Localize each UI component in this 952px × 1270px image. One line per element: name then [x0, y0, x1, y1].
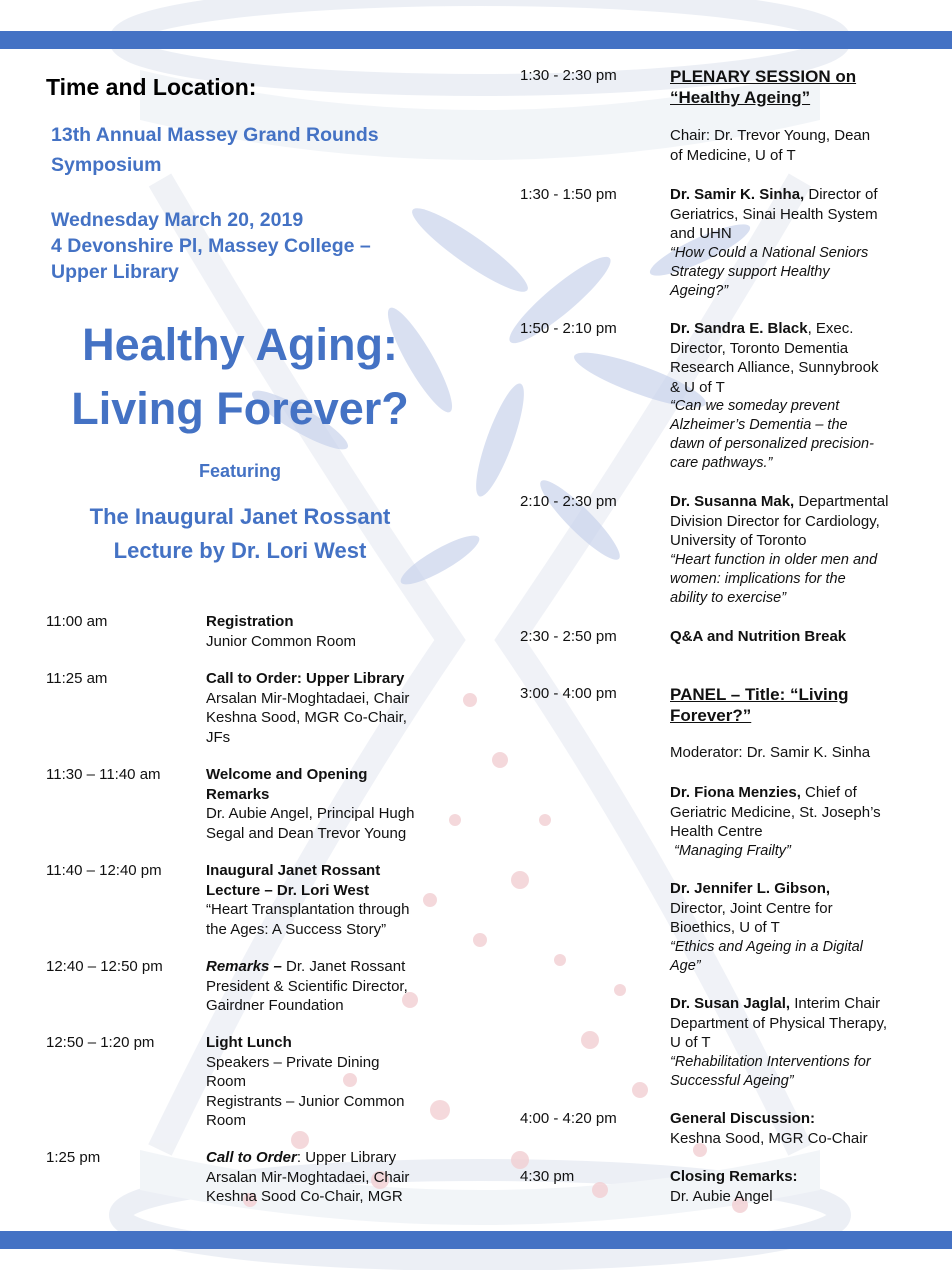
talk-title: ability to exercise”: [670, 589, 787, 606]
panelist-name: Dr. Jennifer L. Gibson,: [670, 880, 831, 897]
panelist-affiliation: Bioethics, U of T: [670, 919, 780, 936]
entry-detail: Gairdner Foundation: [206, 997, 344, 1014]
main-title-line-1: Healthy Aging:: [82, 319, 398, 370]
panelist-entry: [670, 783, 920, 861]
panelist-entry: [670, 879, 920, 976]
panelist-affiliation: Interim Chair: [790, 995, 881, 1012]
featuring-label: Featuring: [198, 461, 281, 481]
talk-entry: [670, 185, 920, 301]
schedule-entry: [206, 612, 446, 651]
talk-title: Alzheimer’s Dementia – the: [670, 417, 848, 433]
panelist-affiliation: U of T: [670, 1034, 711, 1051]
entry-detail: the Ages: A Success Story”: [206, 920, 387, 938]
speaker-affiliation: Research Alliance, Sunnybrook: [670, 359, 879, 376]
address-line-1: 4 Devonshire Pl, Massey College –: [51, 235, 371, 257]
speaker-affiliation: Director, Toronto Dementia: [670, 339, 849, 357]
entry-detail: Arsalan Mir-Moghtadaei, Chair: [206, 689, 410, 707]
panelist-entry: [670, 994, 920, 1091]
entry-detail: Speakers – Private Dining: [206, 1053, 380, 1071]
plenary-chair: of Medicine, U of T: [670, 146, 796, 164]
entry-title: Call to Order: [206, 1149, 297, 1166]
entry-title-rest: : Upper Library: [296, 1149, 397, 1166]
entry-detail: President & Scientific Director,: [206, 977, 408, 995]
panel-moderator: Moderator: Dr. Samir K. Sinha: [670, 744, 871, 761]
schedule-time: 1:25 pm: [46, 1149, 101, 1166]
schedule-entry: [206, 1148, 446, 1207]
entry-detail: “Heart Transplantation through: [206, 901, 410, 918]
panelist-affiliation: Geriatric Medicine, St. Joseph’s: [670, 803, 881, 821]
address-line-2: Upper Library: [51, 261, 179, 283]
panelist-talk: “Ethics and Ageing in a Digital: [670, 938, 863, 955]
entry-detail: Registrants – Junior Common: [206, 1092, 405, 1110]
plenary-chair: Chair: Dr. Trevor Young, Dean: [670, 127, 871, 144]
panelist-talk: Age”: [670, 957, 701, 974]
lecture-line-2: Lecture by Dr. Lori West: [113, 538, 367, 563]
closing-entry: [670, 1167, 920, 1206]
speaker-name: Dr. Sandra E. Black: [670, 320, 808, 337]
schedule-time: 4:30 pm: [520, 1168, 575, 1185]
schedule-time: 12:40 – 12:50 pm: [46, 958, 163, 975]
entry-detail: Dr. Aubie Angel, Principal Hugh: [206, 805, 415, 822]
panel-title: PANEL – Title: “Living: [670, 685, 849, 704]
panelist-name: Dr. Fiona Menzies,: [670, 784, 801, 801]
schedule-entry: [206, 669, 446, 747]
discussion-title: General Discussion:: [670, 1110, 816, 1127]
schedule-time: 11:40 – 12:40 pm: [46, 862, 162, 879]
schedule-entry: [206, 765, 446, 843]
main-title-line-2: Living Forever?: [71, 383, 409, 434]
entry-detail: Room: [206, 1073, 247, 1090]
speaker-affiliation: Geriatrics, Sinai Health System: [670, 205, 878, 223]
entry-title: Call to Order: Upper Library: [206, 670, 405, 687]
speaker-name: Dr. Susanna Mak,: [670, 493, 795, 510]
plenary-title: PLENARY SESSION on: [670, 67, 857, 86]
entry-detail: Keshna Sood Co-Chair, MGR: [206, 1188, 403, 1205]
talk-title: care pathways.”: [670, 455, 773, 471]
talk-title: “Can we someday prevent: [670, 398, 840, 414]
schedule-time: 2:30 - 2:50 pm: [520, 628, 617, 645]
speaker-affiliation: & U of T: [670, 378, 725, 396]
panelist-name: Dr. Susan Jaglal,: [670, 995, 791, 1012]
schedule-entry: [206, 861, 446, 939]
entry-title: Remarks: [206, 785, 270, 803]
speaker-affiliation: Director of: [804, 186, 878, 203]
panelist-affiliation: Department of Physical Therapy,: [670, 1014, 888, 1032]
entry-detail: Junior Common Room: [206, 632, 357, 650]
talk-entry: [670, 319, 920, 473]
entry-detail: Segal and Dean Trevor Young: [206, 824, 407, 842]
schedule-entry: [206, 957, 446, 1016]
schedule-time: 11:25 am: [46, 670, 108, 687]
panelist-affiliation: Health Centre: [670, 823, 763, 840]
talk-title: Strategy support Healthy: [670, 263, 830, 280]
entry-title: Lecture – Dr. Lori West: [206, 881, 370, 899]
panel-session: [670, 684, 920, 763]
schedule-time: 2:10 - 2:30 pm: [520, 493, 617, 510]
break-entry: Q&A and Nutrition Break: [670, 628, 847, 645]
talk-title: women: implications for the: [670, 570, 846, 587]
entry-title: Inaugural Janet Rossant: [206, 862, 381, 879]
discussion-entry: [670, 1109, 920, 1148]
entry-title: Light Lunch: [206, 1034, 292, 1051]
entry-title: Registration: [206, 613, 294, 630]
talk-title: dawn of personalized precision-: [670, 436, 874, 452]
schedule-time: 12:50 – 1:20 pm: [46, 1034, 155, 1051]
entry-detail: Room: [206, 1112, 247, 1129]
schedule-entry: [206, 1033, 446, 1131]
symposium-line-1: 13th Annual Massey Grand Rounds: [51, 124, 379, 146]
closing-detail: Dr. Aubie Angel: [670, 1187, 773, 1205]
time-location-heading: Time and Location:: [46, 74, 257, 100]
schedule-time: 1:30 - 1:50 pm: [520, 186, 617, 203]
talk-title: “Heart function in older men and: [670, 551, 878, 568]
schedule-time: 3:00 - 4:00 pm: [520, 685, 617, 702]
schedule-time: 11:00 am: [46, 613, 108, 630]
symposium-line-2: Symposium: [51, 154, 162, 176]
schedule-time: 1:30 - 2:30 pm: [520, 67, 617, 84]
schedule-time: 4:00 - 4:20 pm: [520, 1110, 617, 1127]
speaker-affiliation: Departmental: [794, 493, 889, 510]
speaker-affiliation: , Exec.: [807, 320, 854, 337]
speaker-affiliation: and UHN: [670, 225, 732, 242]
lecture-line-1: The Inaugural Janet Rossant: [89, 504, 391, 529]
plenary-session: [670, 66, 920, 165]
plenary-title: “Healthy Ageing”: [670, 88, 811, 107]
entry-detail: Arsalan Mir-Moghtadaei, Chair: [206, 1168, 410, 1186]
speaker-name: Dr. Samir K. Sinha,: [670, 186, 805, 203]
discussion-detail: Keshna Sood, MGR Co-Chair: [670, 1129, 868, 1147]
panelist-affiliation: Director, Joint Centre for: [670, 899, 833, 917]
schedule-time: 11:30 – 11:40 am: [46, 766, 161, 783]
panelist-talk: “Managing Frailty”: [670, 842, 791, 859]
entry-title-rest: Dr. Janet Rossant: [281, 958, 406, 975]
panelist-talk: Successful Ageing”: [670, 1072, 794, 1089]
talk-title: Ageing?”: [670, 282, 729, 299]
panelist-affiliation: Chief of: [800, 784, 857, 801]
entry-detail: JFs: [206, 728, 231, 746]
entry-detail: Keshna Sood, MGR Co-Chair,: [206, 709, 407, 726]
speaker-affiliation: Division Director for Cardiology,: [670, 512, 880, 530]
event-date: Wednesday March 20, 2019: [51, 209, 304, 231]
entry-title: Remarks –: [206, 958, 282, 975]
closing-title: Closing Remarks:: [670, 1168, 798, 1185]
talk-entry: [670, 492, 920, 608]
panel-title: Forever?”: [670, 706, 752, 725]
talk-title: “How Could a National Seniors: [670, 244, 869, 261]
entry-title: Welcome and Opening: [206, 766, 368, 783]
panelist-talk: “Rehabilitation Interventions for: [670, 1053, 871, 1070]
schedule-time: 1:50 - 2:10 pm: [520, 320, 617, 337]
speaker-affiliation: University of Toronto: [670, 532, 807, 549]
